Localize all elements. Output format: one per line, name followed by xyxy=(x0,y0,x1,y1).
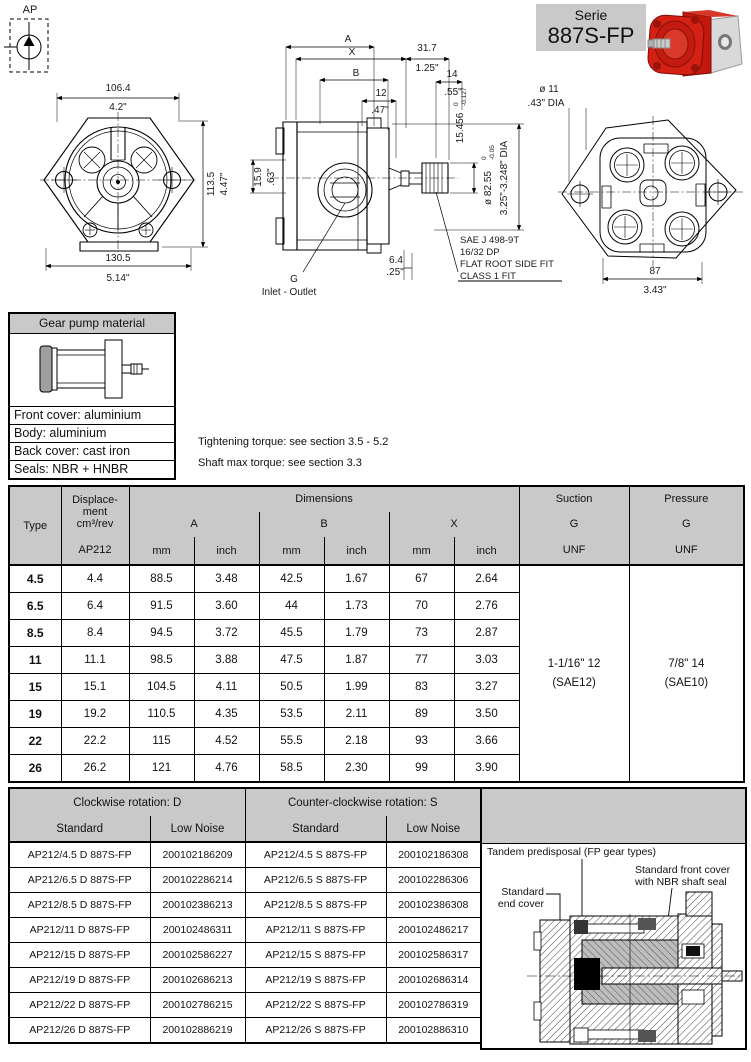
type-cell: 4.5 xyxy=(9,565,61,593)
pressure-g: G xyxy=(682,518,691,530)
dimension-cell: 104.5 xyxy=(129,674,194,701)
dimension-cell: 4.4 xyxy=(61,565,129,593)
back-width-in: 3.43" xyxy=(643,285,667,296)
ap-symbol-icon xyxy=(4,4,48,72)
model-code-cell: AP212/26 D 887S-FP xyxy=(9,1018,150,1044)
dimension-cell: 3.48 xyxy=(194,565,259,593)
dimensions-table xyxy=(8,485,745,783)
model-code-cell: AP212/11 D 887S-FP xyxy=(9,918,150,943)
section-figure-panel xyxy=(480,787,747,1050)
dim-cover-mm: 12 xyxy=(375,88,387,99)
thread-size: 1-1/16" 12 xyxy=(547,657,601,670)
front-width-mm: 106.4 xyxy=(105,83,131,94)
spline-note-3: FLAT ROOT SIDE FIT xyxy=(460,259,554,270)
dimension-cell: 94.5 xyxy=(129,620,194,647)
type-cell: 15 xyxy=(9,674,61,701)
dim-spline-mm: 14 xyxy=(446,69,458,80)
col-header-displacement xyxy=(61,486,129,565)
dim-spline-in: .55" xyxy=(444,87,462,98)
dimension-cell: 4.11 xyxy=(194,674,259,701)
sae-size: (SAE12) xyxy=(552,676,596,689)
back-width-mm: 87 xyxy=(649,266,661,277)
dimension-cell: 4.35 xyxy=(194,701,259,728)
col-header-dimensions: Dimensions xyxy=(129,486,519,512)
model-code-cell: AP212/22 D 887S-FP xyxy=(9,993,150,1018)
dimension-cell: 2.30 xyxy=(324,755,389,783)
suction-port-cell xyxy=(519,565,629,782)
col-header-x: X xyxy=(389,512,519,538)
part-number-cell: 200102286306 xyxy=(386,868,481,893)
dimension-cell: 15.1 xyxy=(61,674,129,701)
back-view-drawing xyxy=(558,108,744,284)
dimension-cell: 70 xyxy=(389,593,454,620)
ccw-standard-header: Standard xyxy=(245,816,386,842)
dim-a-label: A xyxy=(344,34,352,45)
ordering-table xyxy=(8,787,482,1044)
figure-panel-header xyxy=(482,789,745,844)
front-view-drawing xyxy=(40,93,208,271)
part-number-cell: 200102486311 xyxy=(150,918,245,943)
model-code-cell: AP212/15 D 887S-FP xyxy=(9,943,150,968)
shaft-dia-mm: 15.456 xyxy=(455,112,466,144)
spline-note-1: SAE J 498-9T xyxy=(460,235,520,246)
material-body: Body: aluminium xyxy=(10,424,174,442)
sae-size: (SAE10) xyxy=(664,676,709,689)
back-hole-mm: ø 11 xyxy=(539,84,559,95)
model-code-cell: AP212/4.5 S 887S-FP xyxy=(245,842,386,868)
displacement-line3: cm³/rev xyxy=(76,518,114,530)
col-header-b: B xyxy=(259,512,389,538)
material-back-cover: Back cover: cast iron xyxy=(10,442,174,460)
material-box xyxy=(8,312,176,480)
model-code-cell: AP212/11 S 887S-FP xyxy=(245,918,386,943)
type-cell: 8.5 xyxy=(9,620,61,647)
dimension-cell: 3.03 xyxy=(454,647,519,674)
material-seals: Seals: NBR + HNBR xyxy=(10,460,174,478)
shaft-tol-lower: -0.127 xyxy=(461,87,468,106)
product-photo xyxy=(645,2,748,86)
dimension-cell: 2.87 xyxy=(454,620,519,647)
pilot-tol-lower: -0.05 xyxy=(489,145,496,160)
ap-label: AP xyxy=(22,4,38,16)
type-cell: 22 xyxy=(9,728,61,755)
dim-gap-mm: 6.4 xyxy=(389,255,403,266)
dim-gap-in: .25" xyxy=(386,267,404,278)
dimension-cell: 2.18 xyxy=(324,728,389,755)
front-cover-line1: Standard front cover xyxy=(635,864,731,876)
end-cover-label xyxy=(488,886,544,910)
dimension-cell: 19.2 xyxy=(61,701,129,728)
dimension-cell: 91.5 xyxy=(129,593,194,620)
dimension-cell: 1.67 xyxy=(324,565,389,593)
dimension-cell: 4.52 xyxy=(194,728,259,755)
dimension-cell: 110.5 xyxy=(129,701,194,728)
part-number-cell: 200102386213 xyxy=(150,893,245,918)
dim-b-label: B xyxy=(352,68,360,79)
dimension-cell: 89 xyxy=(389,701,454,728)
dim-port-in: .63" xyxy=(266,168,277,186)
end-cover-line2: end cover xyxy=(497,898,544,910)
a-inch-header: inch xyxy=(194,537,259,565)
front-height-mm: 113.5 xyxy=(206,171,217,197)
dimension-cell: 42.5 xyxy=(259,565,324,593)
part-number-cell: 200102886310 xyxy=(386,1018,481,1044)
model-code-cell: AP212/8.5 S 887S-FP xyxy=(245,893,386,918)
dimension-cell: 45.5 xyxy=(259,620,324,647)
dimension-cell: 3.88 xyxy=(194,647,259,674)
dimension-cell: 2.64 xyxy=(454,565,519,593)
part-number-cell: 200102886219 xyxy=(150,1018,245,1044)
dimension-cell: 121 xyxy=(129,755,194,783)
dim-ext-mm: 31.7 xyxy=(417,43,437,54)
dimension-cell: 26.2 xyxy=(61,755,129,783)
type-cell: 6.5 xyxy=(9,593,61,620)
part-number-cell: 200102786215 xyxy=(150,993,245,1018)
thread-size: 7/8" 14 xyxy=(668,657,705,670)
dim-ext-in: 1.25" xyxy=(415,63,439,74)
b-inch-header: inch xyxy=(324,537,389,565)
tightening-torque-note: Tightening torque: see section 3.5 - 5.2 xyxy=(198,436,389,448)
spline-note-4: CLASS 1 FIT xyxy=(460,271,516,282)
ccw-lownoise-header: Low Noise xyxy=(386,816,481,842)
dimension-cell: 93 xyxy=(389,728,454,755)
part-number-cell: 200102286214 xyxy=(150,868,245,893)
front-width-in: 4.2" xyxy=(109,102,127,113)
dimension-cell: 11.1 xyxy=(61,647,129,674)
suction-label: Suction xyxy=(555,493,593,505)
dimension-cell: 1.73 xyxy=(324,593,389,620)
displacement-line2: ment xyxy=(82,506,108,518)
dimension-cell: 1.87 xyxy=(324,647,389,674)
col-header-a: A xyxy=(129,512,259,538)
part-number-cell: 200102486217 xyxy=(386,918,481,943)
dimension-cell: 67 xyxy=(389,565,454,593)
dimension-cell: 73 xyxy=(389,620,454,647)
dim-x-label: X xyxy=(348,47,356,58)
part-number-cell: 200102786319 xyxy=(386,993,481,1018)
dimension-cell: 58.5 xyxy=(259,755,324,783)
x-mm-header: mm xyxy=(389,537,454,565)
dimension-cell: 115 xyxy=(129,728,194,755)
part-number-cell: 200102386308 xyxy=(386,893,481,918)
model-code-cell: AP212/8.5 D 887S-FP xyxy=(9,893,150,918)
pilot-dia-mm: ø 82.55 xyxy=(483,171,494,205)
dimension-cell: 77 xyxy=(389,647,454,674)
dimension-cell: 53.5 xyxy=(259,701,324,728)
shaft-torque-note: Shaft max torque: see section 3.3 xyxy=(198,457,362,469)
serie-header xyxy=(536,4,646,51)
model-code-cell: AP212/22 S 887S-FP xyxy=(245,993,386,1018)
material-front-cover: Front cover: aluminium xyxy=(10,406,174,424)
dimension-cell: 4.76 xyxy=(194,755,259,783)
col-header-pressure xyxy=(629,486,744,565)
front-cover-label xyxy=(635,864,745,888)
displacement-line1: Displace- xyxy=(72,494,118,506)
dimension-cell: 99 xyxy=(389,755,454,783)
dimension-cell: 3.27 xyxy=(454,674,519,701)
suction-unf: UNF xyxy=(562,544,586,556)
model-code-cell: AP212/15 S 887S-FP xyxy=(245,943,386,968)
back-hole-in: .43" DIA xyxy=(527,98,565,109)
pilot-dia-in: 3.25"-3.248" DIA xyxy=(499,140,510,216)
dimension-cell: 83 xyxy=(389,674,454,701)
serie-number: 887S-FP xyxy=(547,23,635,48)
part-number-cell: 200102586317 xyxy=(386,943,481,968)
pressure-label: Pressure xyxy=(664,493,709,505)
displacement-series: AP212 xyxy=(78,544,112,556)
dimension-cell: 44 xyxy=(259,593,324,620)
dimension-cell: 55.5 xyxy=(259,728,324,755)
model-code-cell: AP212/6.5 S 887S-FP xyxy=(245,868,386,893)
suction-g: G xyxy=(569,518,579,530)
model-code-cell: AP212/19 S 887S-FP xyxy=(245,968,386,993)
col-header-suction xyxy=(519,486,629,565)
dim-port-mm: 15.9 xyxy=(253,167,264,187)
dim-cover-in: .47" xyxy=(371,105,389,116)
x-inch-header: inch xyxy=(454,537,519,565)
model-code-cell: AP212/26 S 887S-FP xyxy=(245,1018,386,1044)
pilot-tol-upper: 0 xyxy=(481,156,488,160)
dimension-cell: 6.4 xyxy=(61,593,129,620)
cw-lownoise-header: Low Noise xyxy=(150,816,245,842)
dimension-cell: 1.79 xyxy=(324,620,389,647)
part-number-cell: 200102186209 xyxy=(150,842,245,868)
part-number-cell: 200102686314 xyxy=(386,968,481,993)
dimension-cell: 3.60 xyxy=(194,593,259,620)
dimension-cell: 50.5 xyxy=(259,674,324,701)
dimension-cell: 2.11 xyxy=(324,701,389,728)
part-number-cell: 200102686213 xyxy=(150,968,245,993)
serie-label: Serie xyxy=(574,7,608,23)
dimension-cell: 1.99 xyxy=(324,674,389,701)
pressure-unf: UNF xyxy=(675,544,698,556)
dimension-cell: 3.90 xyxy=(454,755,519,783)
dimension-cell: 3.66 xyxy=(454,728,519,755)
col-header-type: Type xyxy=(9,486,61,565)
dimension-cell: 88.5 xyxy=(129,565,194,593)
type-cell: 26 xyxy=(9,755,61,783)
port-g-label: G xyxy=(290,274,298,285)
part-number-cell: 200102186308 xyxy=(386,842,481,868)
counter-clockwise-header: Counter-clockwise rotation: S xyxy=(245,788,481,816)
spline-note-2: 16/32 DP xyxy=(460,247,500,258)
tandem-label: Tandem predisposal (FP gear types) xyxy=(487,846,657,858)
pressure-port-cell xyxy=(629,565,744,782)
a-mm-header: mm xyxy=(129,537,194,565)
type-cell: 11 xyxy=(9,647,61,674)
dimension-cell: 22.2 xyxy=(61,728,129,755)
dimension-cell: 8.4 xyxy=(61,620,129,647)
shaft-tol-upper: 0 xyxy=(453,102,460,106)
front-cover-line2: with NBR shaft seal xyxy=(635,876,727,888)
material-box-title: Gear pump material xyxy=(10,314,174,334)
front-base-mm: 130.5 xyxy=(105,253,131,264)
dimension-cell: 3.50 xyxy=(454,701,519,728)
dimension-cell: 47.5 xyxy=(259,647,324,674)
dimension-cell: 98.5 xyxy=(129,647,194,674)
type-cell: 19 xyxy=(9,701,61,728)
front-base-in: 5.14" xyxy=(106,273,130,284)
model-code-cell: AP212/4.5 D 887S-FP xyxy=(9,842,150,868)
b-mm-header: mm xyxy=(259,537,324,565)
part-number-cell: 200102586227 xyxy=(150,943,245,968)
model-code-cell: AP212/6.5 D 887S-FP xyxy=(9,868,150,893)
clockwise-header: Clockwise rotation: D xyxy=(9,788,245,816)
dimension-cell: 2.76 xyxy=(454,593,519,620)
port-inlet-outlet-label: Inlet - Outlet xyxy=(261,287,317,298)
model-code-cell: AP212/19 D 887S-FP xyxy=(9,968,150,993)
cw-standard-header: Standard xyxy=(9,816,150,842)
end-cover-line1: Standard xyxy=(501,886,544,898)
front-height-in: 4.47" xyxy=(219,172,230,196)
dimension-cell: 3.72 xyxy=(194,620,259,647)
material-drawing xyxy=(10,334,174,406)
